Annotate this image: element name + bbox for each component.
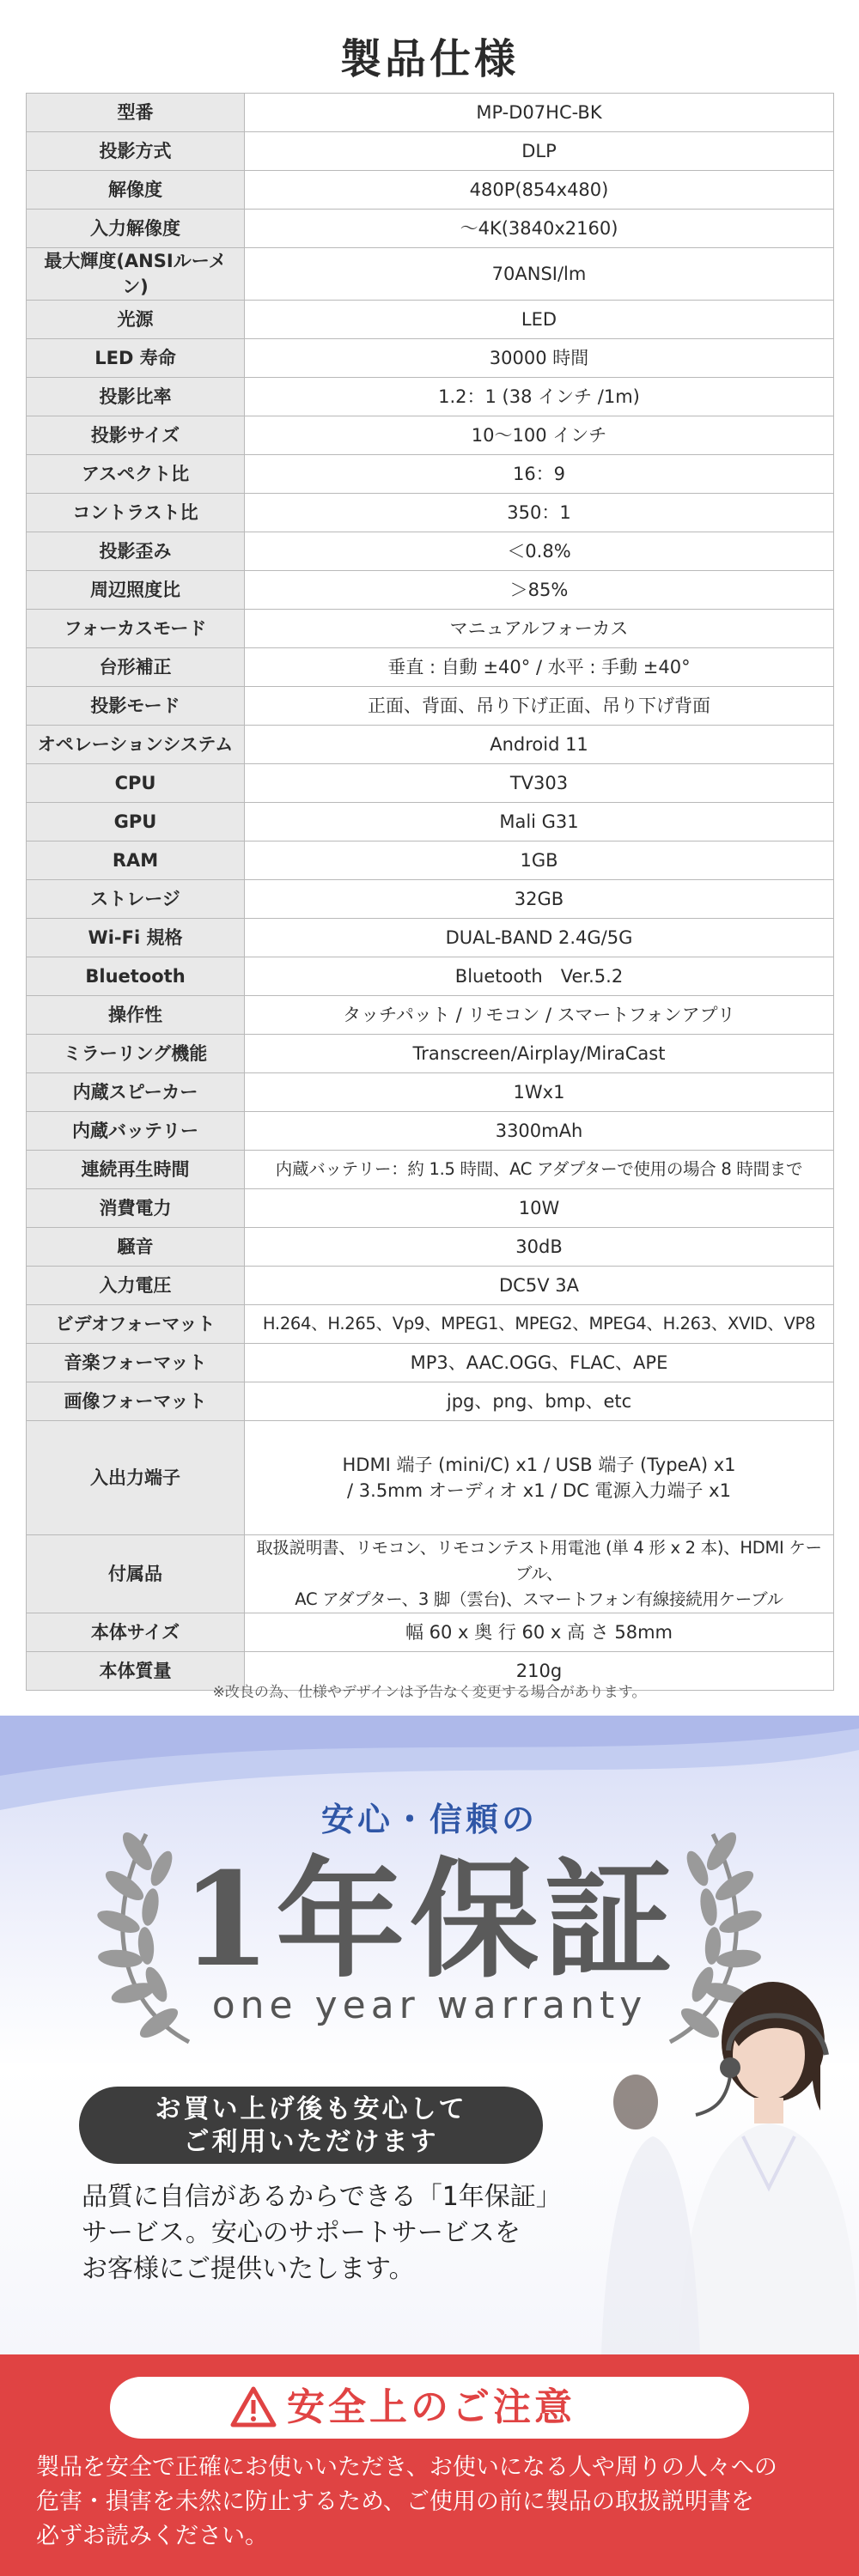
- warranty-body-line-2: サービス。安心のサポートサービスを: [82, 2218, 521, 2248]
- spec-row: [27, 171, 834, 210]
- spec-row: [27, 880, 834, 919]
- warning-icon: [230, 2385, 277, 2428]
- spec-label: 本体質量: [27, 1652, 245, 1691]
- spec-row: [27, 1421, 834, 1535]
- spec-value-line: AC アダプター、3 脚（雲台)、スマートフォン有線接続用ケーブル: [295, 1589, 783, 1609]
- spec-row: [27, 1613, 834, 1652]
- spec-row: [27, 1382, 834, 1421]
- spec-value: 32GB: [245, 880, 834, 919]
- spec-value: マニュアルフォーカス: [245, 610, 834, 648]
- spec-value: 70ANSI/lm: [245, 248, 834, 301]
- warranty-body-line-3: お客様にご提供いたします。: [82, 2254, 415, 2284]
- spec-label: 周辺照度比: [27, 571, 245, 610]
- spec-label: 消費電力: [27, 1189, 245, 1228]
- spec-value: 内蔵バッテリー：約 1.5 時間、AC アダプターで使用の場合 8 時間まで: [245, 1151, 834, 1189]
- spec-row: [27, 1535, 834, 1613]
- spec-label: 型番: [27, 94, 245, 132]
- safety-section: [0, 2354, 859, 2576]
- spec-row: [27, 1151, 834, 1189]
- spec-value: 幅 60 x 奥 行 60 x 高 さ 58mm: [245, 1613, 834, 1652]
- spec-label: 連続再生時間: [27, 1151, 245, 1189]
- spec-row: [27, 648, 834, 687]
- spec-value: Android 11: [245, 726, 834, 764]
- pill-line-1: お買い上げ後も安心して: [155, 2094, 467, 2124]
- spec-value: 16：9: [245, 455, 834, 494]
- spec-row: [27, 339, 834, 378]
- spec-label: 解像度: [27, 171, 245, 210]
- spec-row: [27, 1112, 834, 1151]
- spec-value: 垂直 : 自動 ±40° / 水平 : 手動 ±40°: [245, 648, 834, 687]
- pill-line-2: ご利用いただけます: [183, 2127, 439, 2157]
- spec-label: 操作性: [27, 996, 245, 1035]
- spec-label: コントラスト比: [27, 494, 245, 532]
- spec-row: [27, 1073, 834, 1112]
- spec-label: 光源: [27, 301, 245, 339]
- spec-table: [26, 93, 834, 1691]
- spec-value: 1GB: [245, 841, 834, 880]
- spec-value: 10W: [245, 1189, 834, 1228]
- spec-value: 3300mAh: [245, 1112, 834, 1151]
- spec-value: jpg、png、bmp、etc: [245, 1382, 834, 1421]
- spec-label: 騒音: [27, 1228, 245, 1267]
- spec-label: 最大輝度(ANSIルーメン): [27, 248, 245, 301]
- spec-row: [27, 919, 834, 957]
- spec-title: 製品仕様: [339, 35, 519, 83]
- spec-value: Mali G31: [245, 803, 834, 841]
- spec-row: [27, 1305, 834, 1344]
- spec-label: Bluetooth: [27, 957, 245, 996]
- spec-label: 投影サイズ: [27, 416, 245, 455]
- spec-label: GPU: [27, 803, 245, 841]
- spec-value: 1.2：1 (38 インチ /1m): [245, 378, 834, 416]
- spec-value: 480P(854x480): [245, 171, 834, 210]
- spec-note: ※改良の為、仕様やデザインは予告なく変更する場合があります。: [212, 1684, 647, 1701]
- spec-row: [27, 210, 834, 248]
- spec-row: [27, 687, 834, 726]
- spec-label: 画像フォーマット: [27, 1382, 245, 1421]
- spec-row: [27, 610, 834, 648]
- warranty-body: [82, 2179, 614, 2287]
- spec-row: [27, 455, 834, 494]
- spec-label: 投影方式: [27, 132, 245, 171]
- spec-label: ミラーリング機能: [27, 1035, 245, 1073]
- spec-row: [27, 957, 834, 996]
- safety-body: [36, 2451, 835, 2554]
- spec-label: アスペクト比: [27, 455, 245, 494]
- spec-value-line: HDMI 端子 (mini/C) x1 / USB 端子 (TypeA) x1: [342, 1455, 736, 1475]
- spec-value: タッチパット / リモコン / スマートフォンアプリ: [245, 996, 834, 1035]
- spec-row: [27, 94, 834, 132]
- safety-line-2: 危害・損害を未然に防止するため、ご使用の前に製品の取扱説明書を: [36, 2488, 754, 2515]
- warranty-kicker: 安心・信頼の: [320, 1801, 538, 1838]
- spec-label: ビデオフォーマット: [27, 1305, 245, 1344]
- spec-value: MP-D07HC-BK: [245, 94, 834, 132]
- spec-value: [245, 1535, 834, 1613]
- spec-row: [27, 1344, 834, 1382]
- spec-value: ＜0.8%: [245, 532, 834, 571]
- spec-label: Wi-Fi 規格: [27, 919, 245, 957]
- spec-label: オペレーションシステム: [27, 726, 245, 764]
- spec-label: ストレージ: [27, 880, 245, 919]
- spec-value: H.264、H.265、Vp9、MPEG1、MPEG2、MPEG4、H.263、XVID、VP8: [245, 1305, 834, 1344]
- warranty-body-line-1: 品質に自信があるからできる「1年保証」: [82, 2182, 562, 2212]
- spec-row: [27, 726, 834, 764]
- spec-label: CPU: [27, 764, 245, 803]
- spec-row: [27, 494, 834, 532]
- spec-value: DUAL-BAND 2.4G/5G: [245, 919, 834, 957]
- warranty-section: [0, 1716, 859, 2354]
- spec-value: ～4K(3840x2160): [245, 210, 834, 248]
- spec-value: MP3、AAC.OGG、FLAC、APE: [245, 1344, 834, 1382]
- spec-row: [27, 1267, 834, 1305]
- warranty-pill: [79, 2087, 543, 2164]
- spec-row: [27, 532, 834, 571]
- spec-value: LED: [245, 301, 834, 339]
- spec-value: 30dB: [245, 1228, 834, 1267]
- spec-row: [27, 1189, 834, 1228]
- spec-label: 入出力端子: [27, 1421, 245, 1535]
- spec-row: [27, 841, 834, 880]
- spec-label: 内蔵バッテリー: [27, 1112, 245, 1151]
- spec-row: [27, 1228, 834, 1267]
- spec-value: 350：1: [245, 494, 834, 532]
- spec-row: [27, 416, 834, 455]
- spec-value: 30000 時間: [245, 339, 834, 378]
- spec-row: [27, 301, 834, 339]
- spec-value: DLP: [245, 132, 834, 171]
- spec-value: 210g: [245, 1652, 834, 1691]
- spec-value: ＞85%: [245, 571, 834, 610]
- spec-value: [245, 1421, 834, 1535]
- spec-value-line: 取扱説明書、リモコン、リモコンテスト用電池 (単 4 形 x 2 本)、HDMI ケーブル、: [256, 1538, 822, 1583]
- spec-value: 正面、背面、吊り下げ正面、吊り下げ背面: [245, 687, 834, 726]
- spec-label: 内蔵スピーカー: [27, 1073, 245, 1112]
- spec-label: 入力解像度: [27, 210, 245, 248]
- spec-label: RAM: [27, 841, 245, 880]
- spec-label: 投影歪み: [27, 532, 245, 571]
- safety-title-pill: [110, 2377, 749, 2439]
- spec-label: 入力電圧: [27, 1267, 245, 1305]
- spec-row: [27, 378, 834, 416]
- safety-line-1: 製品を安全で正確にお使いいただき、お使いになる人や周りの人々への: [36, 2454, 777, 2481]
- spec-row: [27, 803, 834, 841]
- spec-label: 付属品: [27, 1535, 245, 1613]
- warranty-english: one year warranty: [211, 1984, 648, 2027]
- spec-row: [27, 248, 834, 301]
- spec-row: [27, 996, 834, 1035]
- spec-value: 10～100 インチ: [245, 416, 834, 455]
- spec-row: [27, 132, 834, 171]
- safety-title: 安全上のご注意: [287, 2385, 576, 2429]
- spec-value: Bluetooth Ver.5.2: [245, 957, 834, 996]
- spec-row: [27, 764, 834, 803]
- support-operator-image: [601, 1973, 859, 2354]
- spec-value: Transcreen/Airplay/MiraCast: [245, 1035, 834, 1073]
- spec-row: [27, 1035, 834, 1073]
- warranty-headline: 1年保証: [180, 1844, 679, 1996]
- spec-label: 音楽フォーマット: [27, 1344, 245, 1382]
- spec-label: 台形補正: [27, 648, 245, 687]
- spec-value: 1Wx1: [245, 1073, 834, 1112]
- spec-label: フォーカスモード: [27, 610, 245, 648]
- spec-label: 投影比率: [27, 378, 245, 416]
- spec-label: 投影モード: [27, 687, 245, 726]
- spec-value-line: / 3.5mm オーディオ x1 / DC 電源入力端子 x1: [347, 1480, 731, 1501]
- spec-label: 本体サイズ: [27, 1613, 245, 1652]
- spec-label: LED 寿命: [27, 339, 245, 378]
- spec-value: TV303: [245, 764, 834, 803]
- spec-value: DC5V 3A: [245, 1267, 834, 1305]
- safety-line-3: 必ずお読みください。: [36, 2523, 268, 2549]
- spec-row: [27, 571, 834, 610]
